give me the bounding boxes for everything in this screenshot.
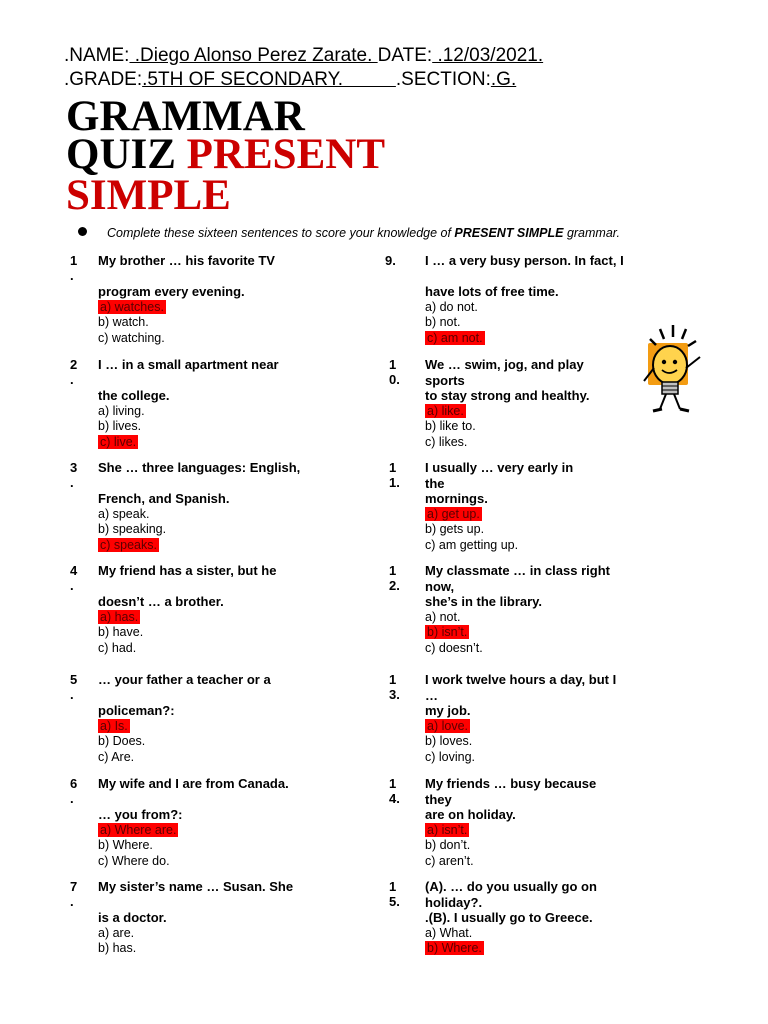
date-value: .12/03/2021.	[432, 45, 544, 66]
section-label: .SECTION:	[395, 69, 491, 90]
date-label: DATE:	[377, 45, 433, 66]
answer-highlight: a) Is.	[100, 718, 128, 733]
title-line-3: SIMPLE	[66, 172, 231, 219]
answer-highlight: a) get up.	[427, 506, 480, 521]
answer-highlight: b) Where.	[427, 941, 482, 955]
answer-highlight: b) isn’t.	[427, 625, 468, 639]
bullet-icon	[78, 227, 87, 236]
instructions-bold: PRESENT SIMPLE	[454, 226, 564, 240]
answer-highlight: c) speaks.	[100, 537, 157, 552]
title-quiz: QUIZ	[66, 131, 187, 178]
title-line-1: GRAMMAR	[66, 93, 305, 140]
answer-highlight: a) like.	[427, 403, 464, 418]
name-label: .NAME:	[64, 45, 130, 66]
answer-highlight: c) am not.	[427, 330, 483, 345]
answer-highlight: a) has.	[100, 609, 139, 624]
student-name: .Diego Alonso Perez Zarate.	[129, 45, 378, 66]
grade-label: .GRADE:	[64, 69, 143, 90]
answer-highlight: a) watches.	[100, 299, 164, 314]
instructions: Complete these sixteen sentences to score your knowledge of PRESENT SIMPLE grammar.	[78, 226, 620, 240]
lightbulb-character-icon	[640, 323, 710, 418]
name-date-line	[64, 45, 543, 67]
answer-highlight: a) Where are.	[100, 822, 177, 837]
answer-highlight: a) isn’t.	[427, 822, 468, 837]
title-line-2	[66, 131, 386, 178]
title-present: PRESENT	[186, 131, 386, 178]
section-value: .G.	[490, 69, 517, 90]
grade-value: .5TH OF SECONDARY.	[142, 69, 396, 90]
answer-highlight: c) live.	[100, 434, 137, 449]
answer-highlight: a) love.	[427, 718, 468, 733]
grade-section-line	[64, 69, 516, 91]
